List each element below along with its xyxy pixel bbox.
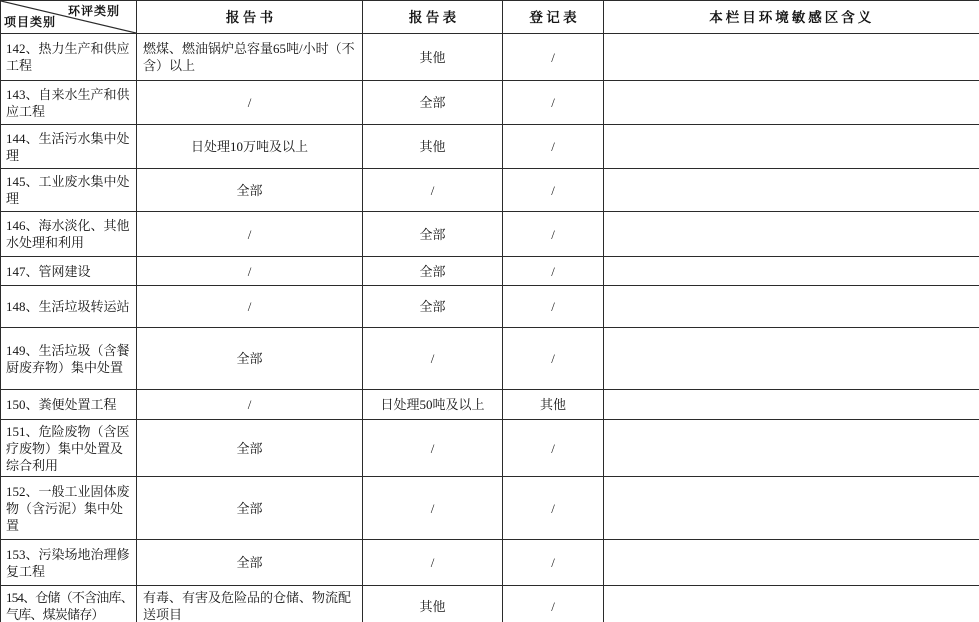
- sensitive-meaning-cell: [604, 540, 979, 586]
- table-row: [1, 477, 979, 540]
- table-row: [1, 420, 979, 477]
- report-book-cell: 全部: [137, 477, 363, 540]
- registration-form-cell: /: [503, 477, 604, 540]
- report-form-cell: 全部: [363, 81, 503, 125]
- category-cell: 154、仓储（不含油库、气库、煤炭储存）: [1, 586, 137, 622]
- category-cell: 145、工业废水集中处理: [1, 169, 137, 212]
- report-book-cell: /: [137, 81, 363, 125]
- report-book-cell: /: [137, 257, 363, 286]
- category-cell: 142、热力生产和供应工程: [1, 34, 137, 81]
- table-row: [1, 169, 979, 212]
- table-row: [1, 212, 979, 257]
- sensitive-meaning-cell: [604, 81, 979, 125]
- report-form-cell: /: [363, 477, 503, 540]
- category-cell: 152、一般工业固体废物（含污泥）集中处置: [1, 477, 137, 540]
- report-form-cell: 日处理50吨及以上: [363, 390, 503, 420]
- table-row: [1, 390, 979, 420]
- registration-form-cell: /: [503, 34, 604, 81]
- sensitive-meaning-cell: [604, 257, 979, 286]
- report-book-cell: 有毒、有害及危险品的仓储、物流配送项目: [137, 586, 363, 622]
- registration-form-cell: 其他: [503, 390, 604, 420]
- registration-form-cell: /: [503, 212, 604, 257]
- column-header-registration-form: 登 记 表: [503, 1, 604, 34]
- category-cell: 153、污染场地治理修复工程: [1, 540, 137, 586]
- registration-form-cell: /: [503, 540, 604, 586]
- report-form-cell: /: [363, 328, 503, 390]
- report-book-cell: /: [137, 212, 363, 257]
- category-cell: 143、自来水生产和供应工程: [1, 81, 137, 125]
- registration-form-cell: /: [503, 286, 604, 328]
- report-book-cell: 日处理10万吨及以上: [137, 125, 363, 169]
- corner-header-cell: [1, 1, 137, 34]
- report-book-cell: 燃煤、燃油锅炉总容量65吨/小时（不含）以上: [137, 34, 363, 81]
- category-cell: 149、生活垃圾（含餐厨废弃物）集中处置: [1, 328, 137, 390]
- sensitive-meaning-cell: [604, 125, 979, 169]
- report-form-cell: /: [363, 169, 503, 212]
- sensitive-meaning-cell: [604, 328, 979, 390]
- corner-label-eia-category: 环评类别: [67, 4, 120, 18]
- registration-form-cell: /: [503, 420, 604, 477]
- table-row: [1, 81, 979, 125]
- sensitive-meaning-cell: [604, 286, 979, 328]
- report-form-cell: 全部: [363, 257, 503, 286]
- category-cell: 150、粪便处置工程: [1, 390, 137, 420]
- header-row: [1, 1, 979, 34]
- sensitive-meaning-cell: [604, 212, 979, 257]
- report-form-cell: /: [363, 420, 503, 477]
- sensitive-meaning-cell: [604, 390, 979, 420]
- report-form-cell: 全部: [363, 286, 503, 328]
- table-row: [1, 540, 979, 586]
- registration-form-cell: /: [503, 81, 604, 125]
- report-form-cell: 其他: [363, 34, 503, 81]
- column-header-sensitive-meaning: 本栏目环境敏感区含义: [604, 1, 979, 34]
- report-book-cell: 全部: [137, 169, 363, 212]
- category-cell: 146、海水淡化、其他水处理和利用: [1, 212, 137, 257]
- table-row: [1, 34, 979, 81]
- sensitive-meaning-cell: [604, 477, 979, 540]
- report-book-cell: /: [137, 390, 363, 420]
- table-row: [1, 125, 979, 169]
- table-row: [1, 586, 979, 622]
- report-form-cell: 其他: [363, 125, 503, 169]
- sensitive-meaning-cell: [604, 586, 979, 622]
- category-cell: 148、生活垃圾转运站: [1, 286, 137, 328]
- report-book-cell: 全部: [137, 540, 363, 586]
- category-cell: 147、管网建设: [1, 257, 137, 286]
- sensitive-meaning-cell: [604, 420, 979, 477]
- table-row: [1, 257, 979, 286]
- registration-form-cell: /: [503, 169, 604, 212]
- column-header-report-book: 报 告 书: [137, 1, 363, 34]
- report-form-cell: 其他: [363, 586, 503, 622]
- column-header-report-form: 报 告 表: [363, 1, 503, 34]
- sensitive-meaning-cell: [604, 34, 979, 81]
- report-book-cell: /: [137, 286, 363, 328]
- sensitive-meaning-cell: [604, 169, 979, 212]
- corner-label-project-category: 项目类别: [4, 15, 57, 29]
- table-row: [1, 286, 979, 328]
- category-cell: 144、生活污水集中处理: [1, 125, 137, 169]
- registration-form-cell: /: [503, 257, 604, 286]
- table-row: [1, 328, 979, 390]
- registration-form-cell: /: [503, 328, 604, 390]
- report-book-cell: 全部: [137, 420, 363, 477]
- registration-form-cell: /: [503, 586, 604, 622]
- report-book-cell: 全部: [137, 328, 363, 390]
- category-cell: 151、危险废物（含医疗废物）集中处置及综合利用: [1, 420, 137, 477]
- report-form-cell: 全部: [363, 212, 503, 257]
- report-form-cell: /: [363, 540, 503, 586]
- registration-form-cell: /: [503, 125, 604, 169]
